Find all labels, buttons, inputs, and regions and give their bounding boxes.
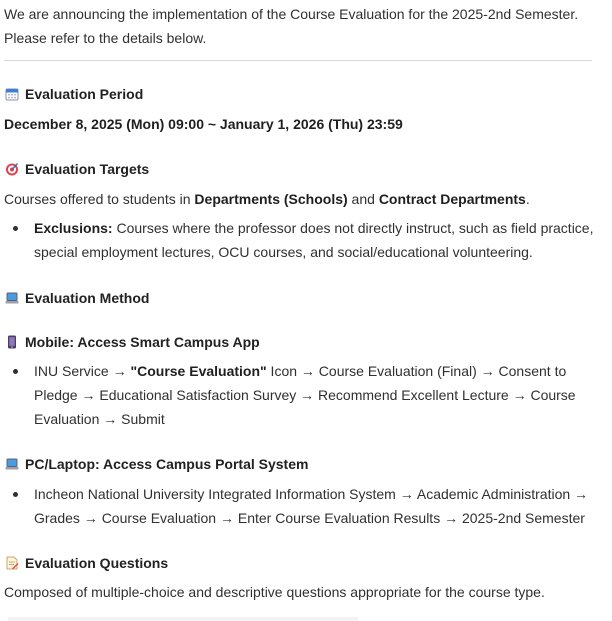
mobile-pre: INU Service → xyxy=(34,363,131,379)
targets-text xyxy=(4,188,530,210)
mobile-heading-text: Mobile: Access Smart Campus App xyxy=(25,334,260,350)
exclusions-bullet xyxy=(34,216,600,264)
mobile-heading xyxy=(5,332,260,352)
intro-line-2: Please refer to the details below. xyxy=(4,30,207,46)
laptop-icon xyxy=(5,290,19,304)
mobile-line-3: Evaluation → Submit xyxy=(34,411,165,427)
questions-heading-text: Evaluation Questions xyxy=(25,555,169,571)
method-heading-text: Evaluation Method xyxy=(25,290,150,306)
method-heading xyxy=(5,288,149,308)
bottom-divider xyxy=(8,617,358,621)
targets-pre: Courses offered to students in xyxy=(4,191,195,207)
targets-heading xyxy=(5,159,149,179)
pc-heading xyxy=(5,454,308,474)
pc-heading-text: PC/Laptop: Access Campus Portal System xyxy=(25,456,309,472)
mobile-phone-icon xyxy=(5,334,19,348)
targets-period: . xyxy=(525,191,530,207)
period-heading-text: Evaluation Period xyxy=(25,86,144,102)
laptop-icon xyxy=(5,456,19,470)
targets-contract: Contract Departments xyxy=(378,191,526,207)
questions-heading xyxy=(5,553,168,573)
targets-and: and xyxy=(347,191,379,207)
targets-heading-text: Evaluation Targets xyxy=(25,161,150,177)
target-icon xyxy=(5,161,19,175)
exclusions-text-1: Courses where the professor does not directly instruct, such as field practice, xyxy=(112,220,594,236)
exclusions-line-2: special employment lectures, OCU courses, and social/educational volunteering. xyxy=(34,244,533,260)
mobile-line-2: Pledge → Educational Satisfaction Survey → Recommend Excellent Lecture → Course xyxy=(34,387,576,403)
pc-bullet xyxy=(34,482,600,530)
intro-line-1: We are announcing the implementation of the Course Evaluation for the 2025-2nd Semester. xyxy=(4,6,579,22)
pc-line-1: Incheon National University Integrated Information System → Academic Administration → xyxy=(34,486,589,502)
mobile-line-1 xyxy=(34,359,600,383)
divider xyxy=(4,60,592,61)
period-value: December 8, 2025 (Mon) 09:00 ~ January 1, 2026 (Thu) 23:59 xyxy=(4,116,403,132)
exclusions-label: Exclusions: xyxy=(34,220,113,236)
mobile-post: Icon → Course Evaluation (Final) → Consent to xyxy=(266,363,567,379)
period-heading xyxy=(5,84,143,104)
intro-text xyxy=(4,2,604,50)
mobile-bullet xyxy=(34,359,600,431)
mobile-bold: "Course Evaluation" xyxy=(130,363,267,379)
memo-icon xyxy=(5,555,19,569)
pc-line-2: Grades → Course Evaluation → Enter Course Evaluation Results → 2025-2nd Semester xyxy=(34,510,585,526)
exclusions-line-1 xyxy=(34,216,600,240)
targets-dept-schools: Departments (Schools) xyxy=(194,191,348,207)
questions-text: Composed of multiple-choice and descriptive questions appropriate for the course type. xyxy=(4,584,545,600)
calendar-icon xyxy=(5,86,19,100)
